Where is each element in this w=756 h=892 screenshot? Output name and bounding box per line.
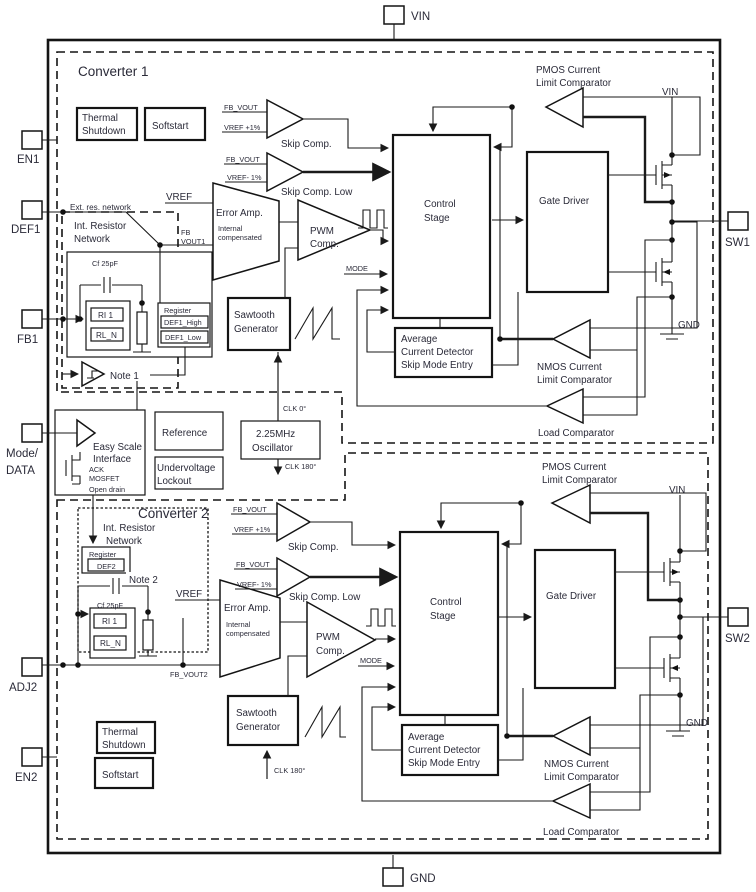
skip1-label: Skip Comp. <box>281 139 332 150</box>
junction-dot <box>669 219 675 225</box>
converter2-title: Converter 2 <box>138 506 209 521</box>
sawtooth-wave-icon-2 <box>305 707 346 737</box>
avg1-label: Current Detector <box>401 347 474 358</box>
register1-label: Register <box>164 306 192 315</box>
pwm-comparator-1 <box>298 200 370 260</box>
pin-en2 <box>22 748 42 766</box>
note1-label: Note 1 <box>110 371 139 382</box>
skip-comparator-low-1 <box>267 153 303 191</box>
uvlo-label: Lockout <box>157 476 192 487</box>
fb1-net-label: FB <box>181 228 191 237</box>
pin-def1 <box>22 201 42 219</box>
square-wave-icon-1 <box>358 210 388 228</box>
junction-dot <box>157 242 163 248</box>
int-res1-label: Network <box>74 234 110 245</box>
skiplow2-vref-label: VREF- 1% <box>237 580 272 589</box>
error-amp2-sub: Internal <box>226 620 251 629</box>
gnd1-label: GND <box>678 320 700 331</box>
fb1-net-label: VOUT1 <box>181 237 206 246</box>
junction-dot <box>504 733 510 739</box>
pwm2-label: Comp. <box>316 646 345 657</box>
cap2-label: Cf 25pF <box>97 601 123 610</box>
def2-label: DEF2 <box>97 562 116 571</box>
ri1-2-label: RI 1 <box>102 617 118 626</box>
junction-dot <box>139 300 145 306</box>
junction-dot <box>677 614 683 620</box>
load-comparator-2 <box>553 784 590 818</box>
skip-comparator-2 <box>277 503 310 541</box>
fb-vout2-label: FB_VOUT2 <box>170 670 208 679</box>
vin2-label: VIN <box>669 485 686 496</box>
pin-fb1 <box>22 310 42 328</box>
control-stage2-label: Stage <box>430 611 456 622</box>
pin-label-mode: Mode/ <box>6 448 38 460</box>
pwm1-label: PWM <box>310 226 334 237</box>
resistor-2-symbol <box>143 620 153 650</box>
gate-driver2-label: Gate Driver <box>546 591 597 602</box>
avg2-to-control-wire <box>372 707 402 750</box>
pin-adj2 <box>22 658 42 676</box>
nmos-current-limit-comparator-1 <box>553 320 590 358</box>
skip1-vref-label: VREF +1% <box>224 123 261 132</box>
oscillator-label: 2.25MHz <box>256 429 296 440</box>
mode2-label: MODE <box>360 656 382 665</box>
gate-driver1-label: Gate Driver <box>539 196 590 207</box>
register2-label: Register <box>89 550 117 559</box>
pin-mode-data <box>22 424 42 442</box>
skiplow1-vref-label: VREF- 1% <box>227 173 262 182</box>
pin-label-en1: EN1 <box>17 154 40 166</box>
nmos-fet-2-arrow-icon <box>671 665 678 671</box>
avg2-label: Average <box>408 732 445 743</box>
gnd2-label: GND <box>686 718 708 729</box>
pmos-current-limit-comparator-1 <box>546 88 583 127</box>
gate-driver-2-box <box>535 550 615 688</box>
junction-dot <box>77 316 83 322</box>
error-amp1-sub: Internal <box>218 224 243 233</box>
reference-label: Reference <box>162 428 208 439</box>
pin-label-sw1: SW1 <box>725 237 750 249</box>
nmos2-label: NMOS Current <box>544 759 609 770</box>
avg1-to-control-wire <box>367 310 395 352</box>
junction-dot <box>669 294 675 300</box>
sawtooth-generator-2-box <box>228 696 298 745</box>
square-wave-icon-2 <box>366 609 396 626</box>
pmos1-to-control-top-wire <box>433 107 512 131</box>
pin-label-gnd-bottom: GND <box>410 873 436 885</box>
error-amp1-sub: compensated <box>218 233 262 242</box>
avg1-label: Skip Mode Entry <box>401 360 473 371</box>
vref1-label: VREF <box>166 192 193 203</box>
skiplow1-label: Skip Comp. Low <box>281 187 353 198</box>
open-drain-label: Open drain <box>89 485 126 494</box>
control-stage-1-box <box>393 135 490 318</box>
sawtooth2-label: Generator <box>236 722 281 733</box>
junction-dot <box>669 152 675 158</box>
junction-dot <box>677 634 683 640</box>
load2-label: Load Comparator <box>543 827 620 838</box>
mosfet-label: MOSFET <box>89 474 120 483</box>
junction-dot <box>60 316 66 322</box>
skip-comparator-low-2 <box>277 558 310 596</box>
clk180-label: CLK 180° <box>274 766 306 775</box>
ack-label: ACK <box>89 465 105 474</box>
control-stage2-label: Control <box>430 597 462 608</box>
pin-sw1 <box>728 212 748 230</box>
pin-label-sw2: SW2 <box>725 633 750 645</box>
control-stage1-label: Control <box>424 199 456 210</box>
pmos-fet-1-arrow-icon <box>664 172 671 178</box>
junction-dot <box>75 662 81 668</box>
sawtooth2-label: Sawtooth <box>236 708 277 719</box>
error-amp2-label: Error Amp. <box>224 603 271 614</box>
note1-schmitt-buffer <box>82 362 104 386</box>
converter1-region <box>42 64 700 439</box>
avg2-label: Current Detector <box>408 745 481 756</box>
error-amp1-label: Error Amp. <box>216 208 263 219</box>
clk180-label: CLK 180° <box>285 462 317 471</box>
ri1-1-label: RI 1 <box>98 311 114 320</box>
load-comparator-1 <box>547 389 583 423</box>
junction-dot <box>180 662 186 668</box>
skip-comparator-1 <box>267 100 303 138</box>
pin-sw2 <box>728 608 748 626</box>
control-stage1-label: Stage <box>424 213 450 224</box>
skiplow2-label: Skip Comp. Low <box>289 592 361 603</box>
sawtooth1-label: Sawtooth <box>234 310 275 321</box>
easy-scale-label: Easy Scale <box>93 442 143 453</box>
pwm1-to-control-wire <box>370 230 388 241</box>
vref2-label: VREF <box>176 589 203 600</box>
pmos2-label: Limit Comparator <box>542 475 618 486</box>
junction-dot <box>60 209 66 215</box>
def1-high-label: DEF1_High <box>164 318 202 327</box>
skip2-label: Skip Comp. <box>288 542 339 553</box>
junction-dot <box>497 336 503 342</box>
def1-low-label: DEF1_Low <box>165 333 202 342</box>
rln-2-label: RL_N <box>100 639 121 648</box>
ext-res-label: Ext. res. network <box>70 203 131 212</box>
rln-1-label: RL_N <box>96 331 117 340</box>
load1-label: Load Comparator <box>538 428 615 439</box>
skip2-fb-label: FB_VOUT <box>233 505 267 514</box>
thermal2-label: Thermal <box>102 727 138 738</box>
pin-label-adj2: ADJ2 <box>9 682 38 694</box>
junction-dot <box>518 500 524 506</box>
clk0-label: CLK 0° <box>283 404 307 413</box>
junction-dot <box>60 662 66 668</box>
avg2-label: Skip Mode Entry <box>408 758 480 769</box>
nmos2-label: Limit Comparator <box>544 772 620 783</box>
pmos-fet-2-arrow-icon <box>672 569 679 575</box>
softstart1-label: Softstart <box>152 121 189 132</box>
pmos-current-limit-comparator-2 <box>552 485 590 523</box>
pmos1-label: Limit Comparator <box>536 78 612 89</box>
junction-dot <box>677 597 683 603</box>
cap1-label: Cf 25pF <box>92 259 118 268</box>
softstart2-label: Softstart <box>102 770 139 781</box>
skip1-fb-label: FB_VOUT <box>224 103 258 112</box>
resistor-1-symbol <box>137 312 147 344</box>
pmos2-to-control-top-wire <box>441 503 521 528</box>
pin-label-en2: EN2 <box>15 772 38 784</box>
sawtooth1-label: Generator <box>234 324 279 335</box>
vin1-label: VIN <box>662 87 679 98</box>
easy-scale-label: Interface <box>93 454 132 465</box>
junction-dot <box>677 548 683 554</box>
skiplow1-fb-label: FB_VOUT <box>226 155 260 164</box>
pin-vin-top <box>384 6 404 24</box>
sawtooth-wave-icon-1 <box>295 308 340 339</box>
uvlo-label: Undervoltage <box>157 463 216 474</box>
junction-dot <box>145 609 151 615</box>
pin-label-def1: DEF1 <box>11 224 41 236</box>
thermal1-label: Thermal <box>82 113 118 124</box>
nmos1-label: NMOS Current <box>537 362 602 373</box>
nmos-current-limit-comparator-2 <box>553 717 590 755</box>
junction-dot <box>677 692 683 698</box>
junction-dot <box>75 611 81 617</box>
pin-label-fb1: FB1 <box>17 334 39 346</box>
converter1-title: Converter 1 <box>78 64 149 79</box>
note2-label: Note 2 <box>129 575 158 586</box>
pwm2-label: PWM <box>316 632 340 643</box>
pin-en1 <box>22 131 42 149</box>
mode1-label: MODE <box>346 264 368 273</box>
pin-gnd-bottom <box>383 868 403 886</box>
converter2-region <box>42 462 708 838</box>
pin-label-vin-top: VIN <box>411 11 431 23</box>
junction-dot <box>509 104 515 110</box>
thermal2-label: Shutdown <box>102 740 146 751</box>
junction-dot <box>669 199 675 205</box>
control-stage-2-box <box>400 532 498 715</box>
int-res2-label: Int. Resistor <box>103 523 156 534</box>
int-res2-label: Network <box>106 536 142 547</box>
avg1-label: Average <box>401 334 438 345</box>
nmos-fet-1-arrow-icon <box>663 269 670 275</box>
oscillator-label: Oscillator <box>252 443 293 454</box>
pmos2-label: PMOS Current <box>542 462 607 473</box>
pmos1-label: PMOS Current <box>536 65 601 76</box>
pwm1-label: Comp. <box>310 239 339 250</box>
pin-label-data: DATA <box>6 465 35 477</box>
gate-driver-1-box <box>527 152 608 292</box>
junction-dot <box>669 237 675 243</box>
skiplow2-fb-label: FB_VOUT <box>236 560 270 569</box>
pmos1-to-control-right-wire <box>494 107 512 147</box>
nmos1-label: Limit Comparator <box>537 375 613 386</box>
int-res1-label: Int. Resistor <box>74 221 127 232</box>
thermal1-label: Shutdown <box>82 126 126 137</box>
pmos2-to-control-right-wire <box>502 503 521 544</box>
skip2-vref-label: VREF +1% <box>234 525 271 534</box>
error-amp2-sub: compensated <box>226 629 270 638</box>
